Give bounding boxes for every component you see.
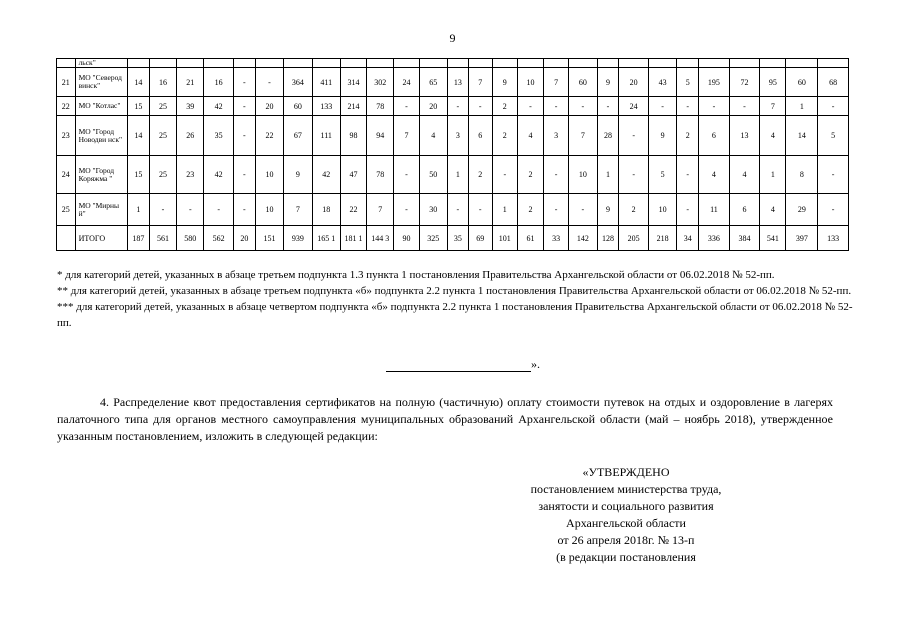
value-cell: 24 (394, 68, 419, 97)
value-cell: - (569, 194, 597, 226)
total-value-cell: 580 (177, 226, 204, 251)
value-cell (149, 59, 176, 68)
row-num-cell: 23 (57, 116, 76, 156)
value-cell: 411 (312, 68, 340, 97)
value-cell: - (818, 156, 849, 194)
municipality-cell: льск" (75, 59, 127, 68)
value-cell: - (394, 97, 419, 116)
value-cell: 133 (312, 97, 340, 116)
total-value-cell: 218 (648, 226, 676, 251)
value-cell (818, 59, 849, 68)
total-value-cell: 133 (818, 226, 849, 251)
value-cell: 9 (597, 68, 619, 97)
value-cell: 26 (177, 116, 204, 156)
value-cell: 4 (729, 156, 760, 194)
value-cell: - (447, 97, 468, 116)
footnotes (57, 267, 857, 331)
value-cell: 2 (619, 194, 648, 226)
value-cell: 5 (677, 68, 699, 97)
value-cell: 20 (419, 97, 447, 116)
value-cell: - (818, 194, 849, 226)
value-cell: 16 (204, 68, 233, 97)
page-number: 9 (449, 31, 456, 45)
approval-line-3: занятости и социального развития (538, 499, 714, 513)
value-cell: - (177, 194, 204, 226)
value-cell: 65 (419, 68, 447, 97)
value-cell: - (677, 156, 699, 194)
value-cell: 10 (517, 68, 543, 97)
value-cell: 2 (468, 156, 492, 194)
approval-line-4: Архангельской области (566, 516, 686, 530)
footnote-3: *** для категорий детей, указанных в абзаце четвертом подпункта «б» подпункта 2.2 пункта 1 постановления Правительства Архангельской области от 06.02.2018 № 52-пп. (57, 301, 853, 329)
value-cell: 4 (760, 194, 786, 226)
total-value-cell: 336 (699, 226, 730, 251)
value-cell: - (699, 97, 730, 116)
value-cell: 24 (619, 97, 648, 116)
value-cell: - (677, 194, 699, 226)
row-num-cell (57, 226, 76, 251)
closing-quote: ». (531, 357, 540, 371)
value-cell: 25 (149, 156, 176, 194)
value-cell (394, 59, 419, 68)
value-cell: 1 (447, 156, 468, 194)
total-value-cell: 61 (517, 226, 543, 251)
value-cell: - (233, 194, 255, 226)
total-value-cell: 181 1 (340, 226, 366, 251)
value-cell: 1 (786, 97, 818, 116)
value-cell: 72 (729, 68, 760, 97)
total-value-cell: 325 (419, 226, 447, 251)
total-value-cell: 205 (619, 226, 648, 251)
value-cell: 47 (340, 156, 366, 194)
value-cell: - (619, 116, 648, 156)
value-cell: 7 (760, 97, 786, 116)
value-cell (648, 59, 676, 68)
value-cell: 43 (648, 68, 676, 97)
value-cell: - (468, 194, 492, 226)
value-cell: 68 (818, 68, 849, 97)
value-cell (177, 59, 204, 68)
municipality-cell: МО "Котлас" (75, 97, 127, 116)
value-cell (255, 59, 283, 68)
value-cell: - (394, 194, 419, 226)
value-cell (786, 59, 818, 68)
value-cell: 7 (284, 194, 312, 226)
value-cell: 2 (517, 156, 543, 194)
table-row-fragment (57, 59, 849, 68)
total-value-cell: 69 (468, 226, 492, 251)
table-row (57, 194, 849, 226)
paragraph-4: 4. Распределение квот предоставления сертификатов на полную (частичную) оплату стоимости путевок на отдых и оздоровление в лагерях палаточного типа для органов местного самоуправления муниципальных образований Архангельской области (май – ноябрь 2018), утвержденное указанным постановлением, изложить в следующей редакции: (57, 395, 833, 443)
value-cell: 4 (517, 116, 543, 156)
value-cell: 18 (312, 194, 340, 226)
value-cell: 14 (127, 116, 149, 156)
value-cell: 21 (177, 68, 204, 97)
value-cell: - (677, 97, 699, 116)
total-value-cell: 20 (233, 226, 255, 251)
value-cell: - (255, 68, 283, 97)
total-value-cell: 142 (569, 226, 597, 251)
total-value-cell: 187 (127, 226, 149, 251)
total-value-cell: 101 (492, 226, 517, 251)
value-cell (699, 59, 730, 68)
value-cell: 9 (648, 116, 676, 156)
value-cell: 7 (544, 68, 569, 97)
value-cell (760, 59, 786, 68)
value-cell: 214 (340, 97, 366, 116)
value-cell: 6 (699, 116, 730, 156)
value-cell (544, 59, 569, 68)
value-cell: 42 (312, 156, 340, 194)
value-cell: 39 (177, 97, 204, 116)
footnote-1: * для категорий детей, указанных в абзаце третьем подпункта 1.3 пункта 1 постановления Правительства Архангельской области от 06.02.2018 № 52-пп. (57, 269, 775, 281)
value-cell: 23 (177, 156, 204, 194)
value-cell (367, 59, 394, 68)
value-cell (284, 59, 312, 68)
total-value-cell: 541 (760, 226, 786, 251)
value-cell: - (149, 194, 176, 226)
value-cell: 25 (149, 97, 176, 116)
value-cell: - (648, 97, 676, 116)
value-cell: 10 (569, 156, 597, 194)
value-cell: 20 (619, 68, 648, 97)
value-cell: 1 (492, 194, 517, 226)
value-cell: 98 (340, 116, 366, 156)
value-cell: 60 (569, 68, 597, 97)
value-cell: - (233, 97, 255, 116)
table-row (57, 156, 849, 194)
value-cell: - (597, 97, 619, 116)
quota-table (56, 58, 849, 251)
value-cell: 9 (284, 156, 312, 194)
approval-line-6: (в редакции постановления (556, 550, 696, 564)
municipality-cell: МО "Северод винск" (75, 68, 127, 97)
row-num-cell: 21 (57, 68, 76, 97)
value-cell (597, 59, 619, 68)
value-cell: 60 (786, 68, 818, 97)
value-cell: 195 (699, 68, 730, 97)
approval-line-2: постановлением министерства труда, (530, 482, 722, 496)
total-value-cell: 90 (394, 226, 419, 251)
value-cell: - (517, 97, 543, 116)
value-cell (619, 59, 648, 68)
municipality-cell: МО "Мирны й" (75, 194, 127, 226)
value-cell: 11 (699, 194, 730, 226)
approval-line-5: от 26 апреля 2018г. № 13-п (557, 533, 695, 547)
value-cell: 2 (492, 97, 517, 116)
value-cell: 42 (204, 97, 233, 116)
value-cell: 78 (367, 156, 394, 194)
row-num-cell: 25 (57, 194, 76, 226)
value-cell: 1 (760, 156, 786, 194)
approval-line-1: «УТВЕРЖДЕНО (582, 465, 670, 479)
value-cell: 94 (367, 116, 394, 156)
value-cell: 2 (492, 116, 517, 156)
approval-block (470, 464, 782, 566)
value-cell: - (447, 194, 468, 226)
value-cell: - (394, 156, 419, 194)
value-cell: 25 (149, 116, 176, 156)
value-cell: 6 (468, 116, 492, 156)
total-value-cell: 151 (255, 226, 283, 251)
value-cell: 1 (597, 156, 619, 194)
value-cell: 30 (419, 194, 447, 226)
value-cell: 5 (818, 116, 849, 156)
value-cell: 8 (786, 156, 818, 194)
value-cell (447, 59, 468, 68)
value-cell: - (233, 116, 255, 156)
total-label-cell: ИТОГО (75, 226, 127, 251)
value-cell: 4 (760, 116, 786, 156)
value-cell: 9 (597, 194, 619, 226)
table-row (57, 68, 849, 97)
value-cell (127, 59, 149, 68)
value-cell: 5 (648, 156, 676, 194)
value-cell: 10 (648, 194, 676, 226)
value-cell (492, 59, 517, 68)
value-cell: 2 (677, 116, 699, 156)
total-value-cell: 34 (677, 226, 699, 251)
value-cell: - (204, 194, 233, 226)
footnote-2: ** для категорий детей, указанных в абзаце третьем подпункта «б» подпункта 2.2 пункта 1 постановления Правительства Архангельской области от 06.02.2018 № 52-пп. (57, 285, 852, 297)
municipality-cell: МО "Город Коряжма " (75, 156, 127, 194)
value-cell: 42 (204, 156, 233, 194)
total-value-cell: 165 1 (312, 226, 340, 251)
value-cell: 314 (340, 68, 366, 97)
value-cell: 3 (447, 116, 468, 156)
value-cell: 15 (127, 156, 149, 194)
value-cell: - (544, 156, 569, 194)
value-cell (233, 59, 255, 68)
value-cell: 95 (760, 68, 786, 97)
value-cell: - (468, 97, 492, 116)
value-cell: 50 (419, 156, 447, 194)
value-cell: 22 (340, 194, 366, 226)
value-cell (517, 59, 543, 68)
value-cell: 302 (367, 68, 394, 97)
total-value-cell: 35 (447, 226, 468, 251)
total-value-cell: 562 (204, 226, 233, 251)
value-cell: 2 (517, 194, 543, 226)
value-cell (340, 59, 366, 68)
value-cell: 4 (699, 156, 730, 194)
municipality-cell: МО "Город Новодви нск" (75, 116, 127, 156)
value-cell: 10 (255, 156, 283, 194)
value-cell: 1 (127, 194, 149, 226)
total-value-cell: 397 (786, 226, 818, 251)
value-cell: 60 (284, 97, 312, 116)
value-cell: - (818, 97, 849, 116)
value-cell: 20 (255, 97, 283, 116)
value-cell: 16 (149, 68, 176, 97)
row-num-cell: 22 (57, 97, 76, 116)
value-cell: 9 (492, 68, 517, 97)
value-cell: 3 (544, 116, 569, 156)
value-cell: 67 (284, 116, 312, 156)
value-cell (569, 59, 597, 68)
value-cell: - (729, 97, 760, 116)
total-value-cell: 939 (284, 226, 312, 251)
value-cell: 35 (204, 116, 233, 156)
value-cell: 14 (786, 116, 818, 156)
value-cell (419, 59, 447, 68)
value-cell: 7 (468, 68, 492, 97)
value-cell: 22 (255, 116, 283, 156)
table-row (57, 116, 849, 156)
signature-line (386, 359, 531, 372)
value-cell: 7 (367, 194, 394, 226)
value-cell: 364 (284, 68, 312, 97)
value-cell: - (544, 194, 569, 226)
value-cell: 13 (447, 68, 468, 97)
value-cell (204, 59, 233, 68)
value-cell: 15 (127, 97, 149, 116)
value-cell: 13 (729, 116, 760, 156)
total-value-cell: 384 (729, 226, 760, 251)
value-cell: 78 (367, 97, 394, 116)
value-cell: 4 (419, 116, 447, 156)
value-cell: 6 (729, 194, 760, 226)
row-num-cell: 24 (57, 156, 76, 194)
value-cell (729, 59, 760, 68)
value-cell: 28 (597, 116, 619, 156)
value-cell: - (233, 68, 255, 97)
total-value-cell: 144 3 (367, 226, 394, 251)
total-value-cell: 33 (544, 226, 569, 251)
value-cell: 10 (255, 194, 283, 226)
table-row (57, 97, 849, 116)
closing-mark (386, 357, 540, 372)
value-cell: - (544, 97, 569, 116)
row-num-cell (57, 59, 76, 68)
value-cell: - (569, 97, 597, 116)
value-cell: 29 (786, 194, 818, 226)
total-value-cell: 128 (597, 226, 619, 251)
value-cell: - (233, 156, 255, 194)
value-cell: - (492, 156, 517, 194)
table-row-total (57, 226, 849, 251)
value-cell: 111 (312, 116, 340, 156)
value-cell: 7 (394, 116, 419, 156)
value-cell (468, 59, 492, 68)
value-cell: 7 (569, 116, 597, 156)
value-cell (677, 59, 699, 68)
value-cell: - (619, 156, 648, 194)
total-value-cell: 561 (149, 226, 176, 251)
value-cell (312, 59, 340, 68)
value-cell: 14 (127, 68, 149, 97)
